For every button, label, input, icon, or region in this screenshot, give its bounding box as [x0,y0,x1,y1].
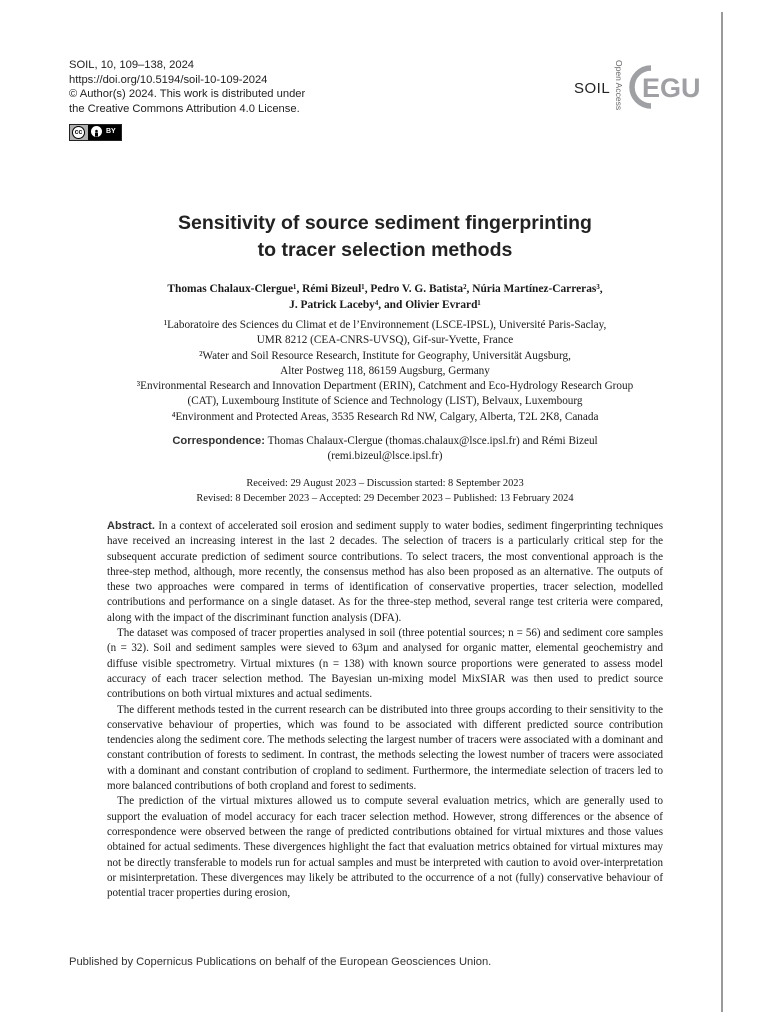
egu-logo-icon [626,62,704,112]
doi-link[interactable]: https://doi.org/10.5194/soil-10-109-2024 [69,73,268,86]
abstract-paragraph-3: The different methods tested in the current research can be distributed into three groups according to their sensitivity to the conservative behaviour of properties, which was found to be associated with different predicted source contribution tendencies along the sediment core. The methods selecting the largest number of tracers were associated with a dominant and constant contribution of forests to sediment. In contrast, the methods selecting the lowest number of tracers were associated with a dominant and constant contribution of cropland to sediment. Furthermore, the intermediate selection of tracers led to more balanced contributions of both cropland and forest to sediments. [107,703,663,793]
journal-metadata [69,58,305,116]
authors-line-1: Thomas Chalaux-Clergue¹, Rémi Bizeul¹, Pedro V. G. Batista², Núria Martínez-Carreras³, [167,283,603,295]
affiliation-line: ¹Laboratoire des Sciences du Climat et de l’Environnement (LSCE-IPSL), Université Paris-Saclay, [163,319,607,331]
authors-line-2: J. Patrick Laceby⁴, and Olivier Evrard¹ [289,298,481,311]
by-label: BY [106,128,116,135]
affiliation-line: Alter Postweg 118, 86159 Augsburg, Germany [280,364,490,377]
abstract-paragraph-1: In a context of accelerated soil erosion and sediment supply to water bodies, sediment fingerprinting techniques have received an increasing interest in the last 2 decades. The selection of tracers is a particularly critical step for the subsequent accurate prediction of sediment source contributions. To select tracers, the most conventional approach is the three-step method, although, more recently, the consensus method has also been proposed as an alternative. The outputs of these two approaches were compared in terms of identification of conservative properties, tracer selection, modelled contributions and performance on a single dataset. As for the three-step method, several range test criteria were compared, along with the impact of the discriminant function analysis (DFA). [107,520,663,624]
affiliation-line: UMR 8212 (CEA-CNRS-UVSQ), Gif-sur-Yvette, France [256,334,514,347]
title-line-1: Sensitivity of source sediment fingerprinting [178,212,592,234]
open-access-label: Open Access [614,60,624,111]
affiliation-line: ⁴Environment and Protected Areas, 3535 Research Rd NW, Calgary, Alberta, T2L 2K8, Canada [171,410,599,423]
title-line-2: to tracer selection methods [257,239,513,261]
affiliation-line: ²Water and Soil Resource Research, Institute for Geography, Universität Augsburg, [199,349,571,362]
paper-title [100,210,670,264]
journal-name: SOIL [574,80,611,97]
correspondence-label: Correspondence: [172,435,265,447]
publication-dates [80,476,690,506]
license-line: the Creative Commons Attribution 4.0 License. [69,102,300,115]
attribution-person-icon [91,126,102,137]
correspondence-line-2: (remi.bizeul@lsce.ipsl.fr) [327,450,443,463]
affiliation-line: (CAT), Luxembourg Institute of Science and Technology (LIST), Belvaux, Luxembourg [187,395,583,408]
page-edge-line [721,12,723,1012]
dates-line-2: Revised: 8 December 2023 – Accepted: 29 December 2023 – Published: 13 February 2024 [196,493,574,504]
abstract-paragraph-2: The dataset was composed of tracer properties analysed in soil (three potential sources; n = 56) and sediment core samples (n = 32). Soil and sediment samples were sieved to 63µm and analysed for organic matter, elemental geochemistry and diffuse visible spectrometry. Virtual mixtures (n = 138) with known source proportions were generated to assess model accuracy of each tracer selection method. The Bayesian un-mixing model MixSIAR was then used to predict source contributions on both virtual mixtures and actual sediments. [107,627,663,701]
correspondence [80,434,690,465]
abstract-paragraph-4: The prediction of the virtual mixtures allowed us to compute several evaluation metrics, which are generally used to support the evaluation of model accuracy for each tracer selection method. However, strong differences or the absence of correspondence were observed between the range of predicted contributions obtained for virtual mixtures and those values obtained for actual sediments. These divergences highlight the fact that evaluation metrics obtained for virtual mixtures may not be directly transferable to models run for actual samples and must be interpreted with caution to avoid over-interpretation or misinterpretation. These divergences may likely be attributed to the occurrence of a not (fully) conservative behaviour of potential tracer properties during erosion, [107,795,663,900]
abstract [107,519,663,901]
publisher-footer: Published by Copernicus Publications on behalf of the European Geosciences Union. [69,956,492,968]
correspondence-line-1: Thomas Chalaux-Clergue (thomas.chalaux@lsce.ipsl.fr) and Rémi Bizeul [267,435,598,447]
abstract-paragraph [107,519,663,626]
abstract-label: Abstract. [107,520,155,532]
author-list [100,282,670,313]
egu-logo-text: EGU [642,73,701,103]
affiliation-line: ³Environmental Research and Innovation Department (ERIN), Catchment and Eco-Hydrology Research Group [136,380,634,393]
cc-by-license-badge[interactable] [69,124,122,141]
journal-citation: SOIL, 10, 109–138, 2024 [69,59,195,71]
copyright-line: © Author(s) 2024. This work is distributed under [69,88,306,101]
affiliations [80,318,690,425]
cc-icon: cc [72,126,85,139]
dates-line-1: Received: 29 August 2023 – Discussion started: 8 September 2023 [246,478,524,489]
